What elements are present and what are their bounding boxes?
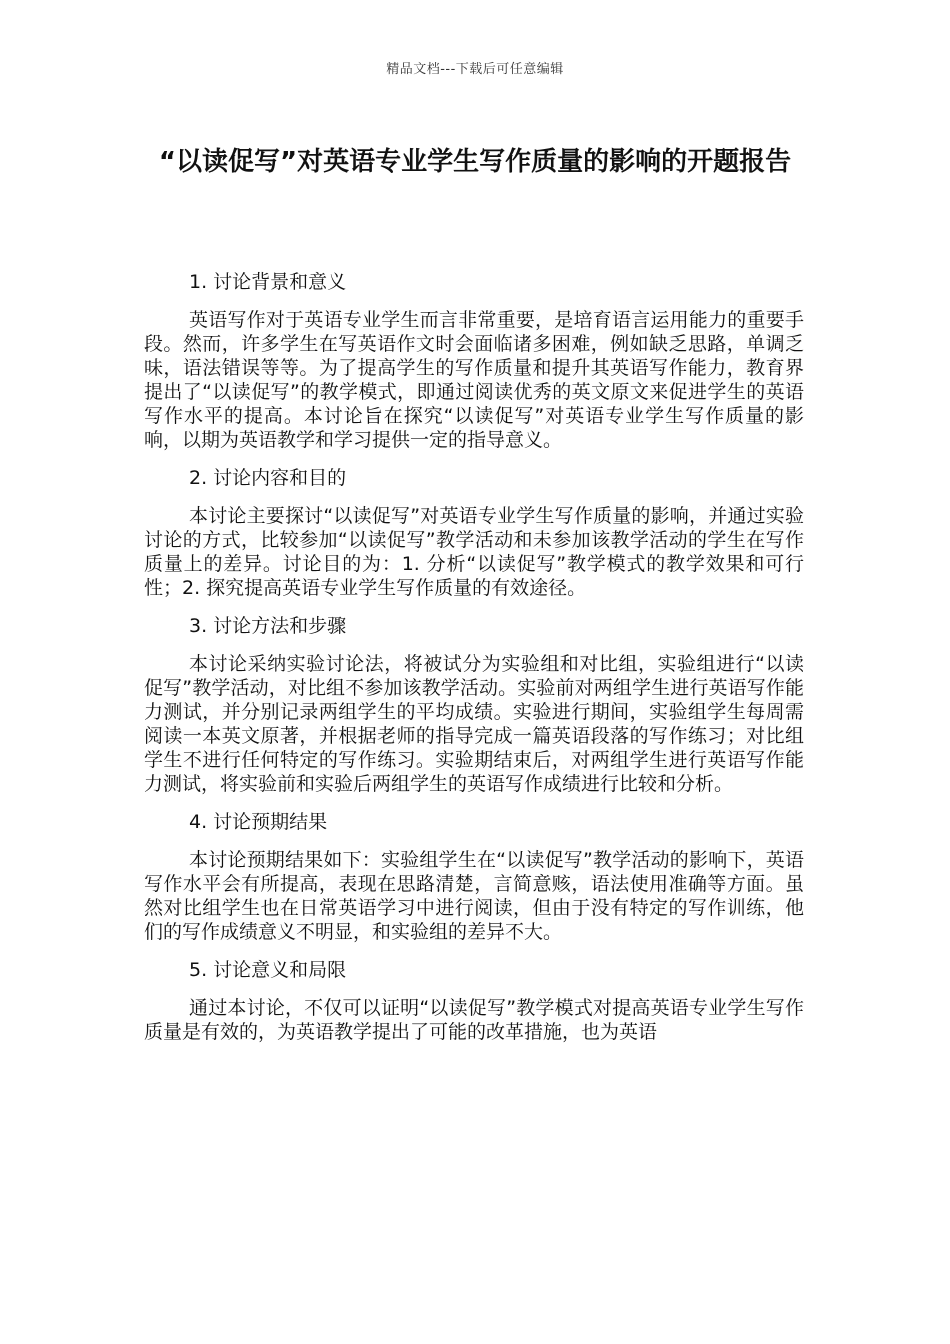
section-heading-background: 1. 讨论背景和意义: [189, 271, 347, 293]
section-heading-content: 2. 讨论内容和目的: [189, 467, 347, 489]
paragraph-method: 本讨论采纳实验讨论法，将被试分为实验组和对比组，实验组进行“以读促写”教学活动，对比组不参加该教学活动。实验前对两组学生进行英语写作能力测试，并分别记录两组学生的平均成绩。实验进行期间，实验组学生每周需阅读一本英文原著，并根据老师的指导完成一篇英语段落的写作练习；对比组学生不进行任何特定的写作练习。实验期结束后，对两组学生进行英语写作能力测试，将实验前和实验后两组学生的英语写作成绩进行比较和分析。: [144, 653, 804, 795]
paragraph-expected-results: 本讨论预期结果如下：实验组学生在“以读促写”教学活动的影响下，英语写作水平会有所提高，表现在思路清楚，言简意赅，语法使用准确等方面。虽然对比组学生也在日常英语学习中进行阅读，但由于没有特定的写作训练，他们的写作成绩意义不明显，和实验组的差异不大。: [144, 849, 804, 943]
document-title: “以读促写”对英语专业学生写作质量的影响的开题报告: [158, 147, 792, 177]
paragraph-content: 本讨论主要探讨“以读促写”对英语专业学生写作质量的影响，并通过实验讨论的方式，比较参加“以读促写”教学活动和未参加该教学活动的学生在写作质量上的差异。讨论目的为：1. 分析“以读促写”教学模式的教学效果和可行性；2. 探究提高英语专业学生写作质量的有效途径。: [144, 505, 804, 599]
paragraph-significance: 通过本讨论，不仅可以证明“以读促写”教学模式对提高英语专业学生写作质量是有效的，为英语教学提出了可能的改革措施，也为英语: [144, 997, 804, 1043]
section-heading-significance: 5. 讨论意义和局限: [189, 959, 347, 981]
header-note: 精品文档---下载后可任意编辑: [386, 62, 564, 77]
section-heading-method: 3. 讨论方法和步骤: [189, 615, 347, 637]
section-heading-expected-results: 4. 讨论预期结果: [189, 811, 328, 833]
paragraph-background: 英语写作对于英语专业学生而言非常重要，是培育语言运用能力的重要手段。然而，许多学生在写英语作文时会面临诸多困难，例如缺乏思路，单调乏味，语法错误等等。为了提高学生的写作质量和提升其英语写作能力，教育界提出了“以读促写”的教学模式，即通过阅读优秀的英文原文来促进学生的英语写作水平的提高。本讨论旨在探究“以读促写”对英语专业学生写作质量的影响，以期为英语教学和学习提供一定的指导意义。: [144, 309, 804, 451]
document-body: [144, 270, 804, 1058]
